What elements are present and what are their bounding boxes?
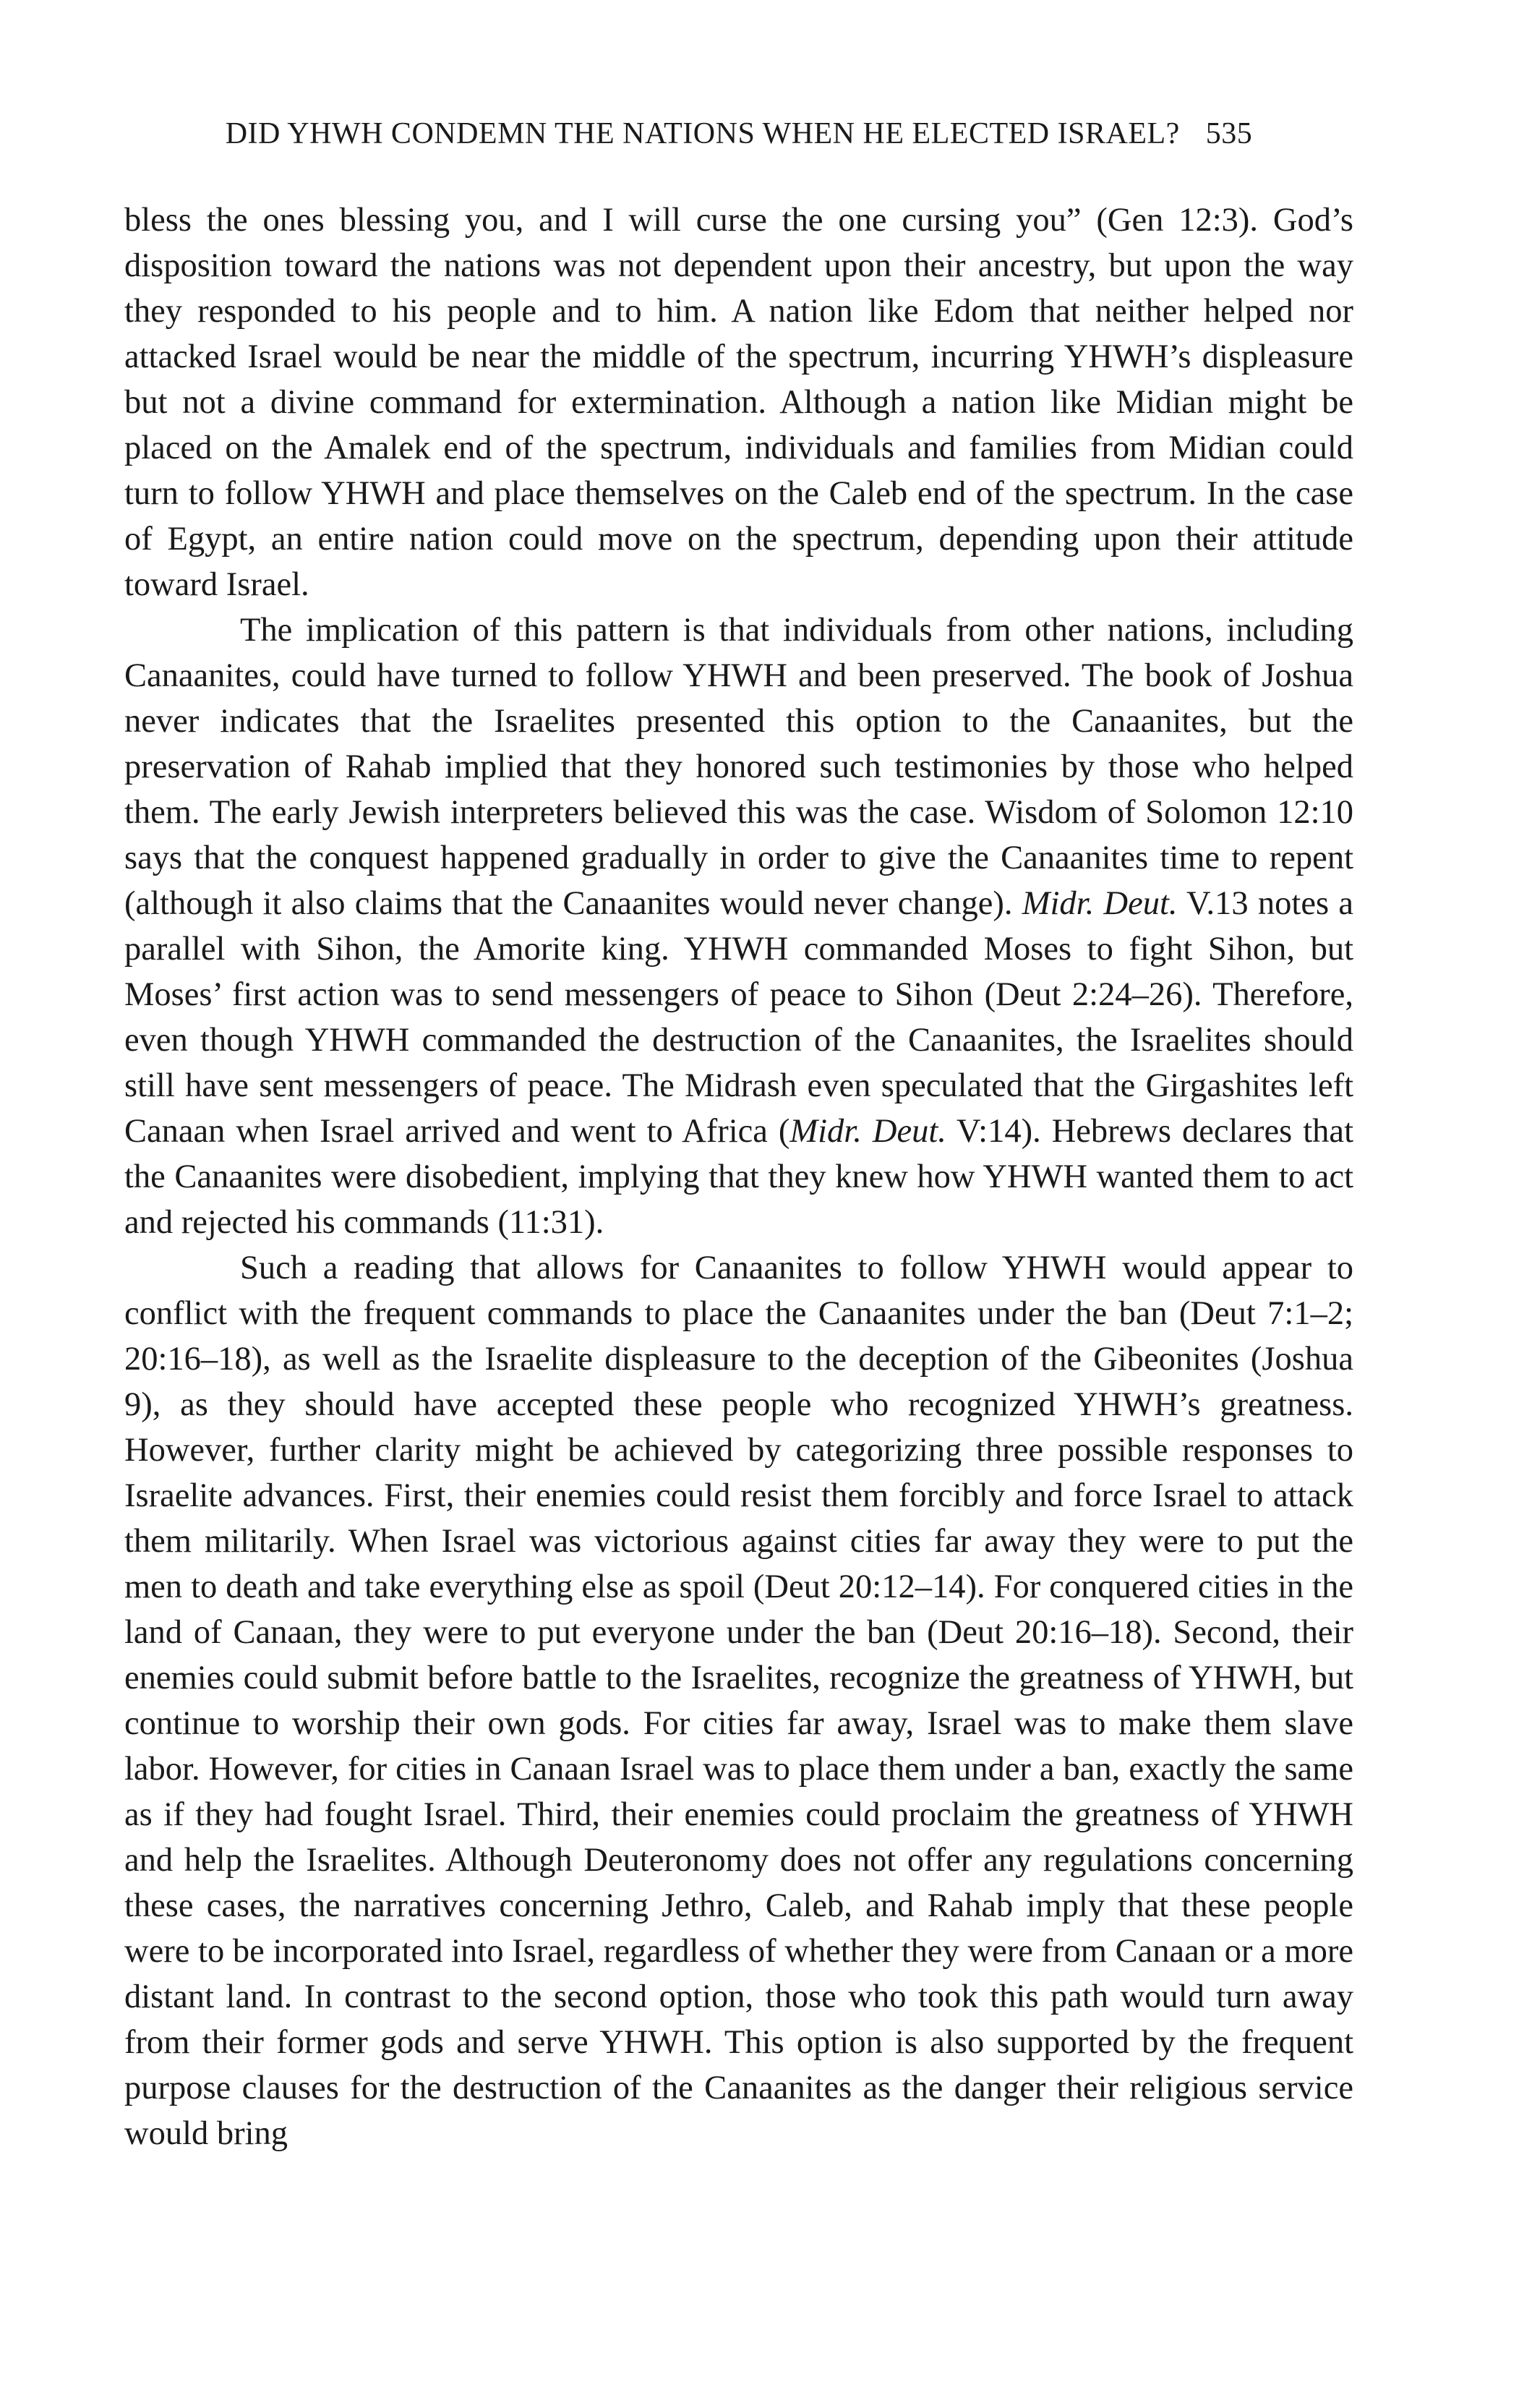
page-number: 535 bbox=[1205, 117, 1253, 150]
midrash-deuteronomy-citation: Midr. Deut. bbox=[1022, 885, 1178, 922]
paragraph-3 bbox=[124, 1245, 1353, 2156]
page bbox=[124, 112, 1353, 2156]
paragraph-2-segment-3: V.13 notes a parallel with Sihon, the Amorite king. YHWH commanded Moses to fight Sihon, but Moses’ first action was to send messengers of peace to Sihon (Deut 2:24–26). Therefore, even though YHWH commanded the destruction of the Canaanites, the Israelites should still have sent messengers of peace. The Midrash even speculated that the Girgashites left Canaan when Israel arrived and went to Africa ( bbox=[124, 885, 1353, 1150]
paragraph-2-segment-5: V:14). Hebrews declares that the Canaanites were disobedient, implying that they knew how YHWH wanted them to act and rejected his commands (11:31). bbox=[124, 1113, 1353, 1241]
body-text bbox=[124, 197, 1353, 2156]
paragraph-1 bbox=[124, 197, 1353, 607]
paragraph-2 bbox=[124, 607, 1353, 1245]
running-title: DID YHWH CONDEMN THE NATIONS WHEN HE ELECTED ISRAEL? bbox=[225, 117, 1180, 150]
midrash-deuteronomy-citation: Midr. Deut. bbox=[789, 1113, 946, 1150]
paragraph-1-segment-1: bless the ones blessing you, and I will curse the one cursing you” (Gen 12:3). God’s disposition toward the nations was not dependent upon their ancestry, but upon the way they responded to his people and to him. A nation like Edom that neither helped nor attacked Israel would be near the middle of the spectrum, incurring YHWH’s displeasure but not a divine command for extermination. Although a nation like Midian might be placed on the Amalek end of the spectrum, individuals and families from Midian could turn to follow YHWH and place themselves on the Caleb end of the spectrum. In the case of Egypt, an entire nation could move on the spectrum, depending upon their attitude toward Israel. bbox=[124, 202, 1353, 603]
paragraph-2-segment-1: The implication of this pattern is that individuals from other nations, including Canaanites, could have turned to follow YHWH and been preserved. The book of Joshua never indicates that the Israelites presented this option to the Canaanites, but the preservation of Rahab implied that they honored such testimonies by those who helped them. The early Jewish interpreters believed this was the case. Wisdom of Solomon 12:10 says that the conquest happened gradually in order to give the Canaanites time to repent (although it also claims that the Canaanites would never change). bbox=[124, 612, 1353, 922]
paragraph-3-segment-1: Such a reading that allows for Canaanites to follow YHWH would appear to conflict with the frequent commands to place the Canaanites under the ban (Deut 7:1–2; 20:16–18), as well as the Israelite displeasure to the deception of the Gibeonites (Joshua 9), as they should have accepted these people who recognized YHWH’s greatness. However, further clarity might be achieved by categorizing three possible responses to Israelite advances. First, their enemies could resist them forcibly and force Israel to attack them militarily. When Israel was victorious against cities far away they were to put the men to death and take everything else as spoil (Deut 20:12–14). For conquered cities in the land of Canaan, they were to put everyone under the ban (Deut 20:16–18). Second, their enemies could submit before battle to the Israelites, recognize the greatness of YHWH, but continue to worship their own gods. For cities far away, Israel was to make them slave labor. However, for cities in Canaan Israel was to place them under a ban, exactly the same as if they had fought Israel. Third, their enemies could proclaim the greatness of YHWH and help the Israelites. Although Deuteronomy does not offer any regulations concerning these cases, the narratives concerning Jethro, Caleb, and Rahab imply that these people were to be incorporated into Israel, regardless of whether they were from Canaan or a more distant land. In contrast to the second option, those who took this path would turn away from their former gods and serve YHWH. This option is also supported by the frequent purpose clauses for the destruction of the Canaanites as the danger their religious service would bring bbox=[124, 1250, 1353, 2152]
running-head bbox=[124, 112, 1353, 155]
